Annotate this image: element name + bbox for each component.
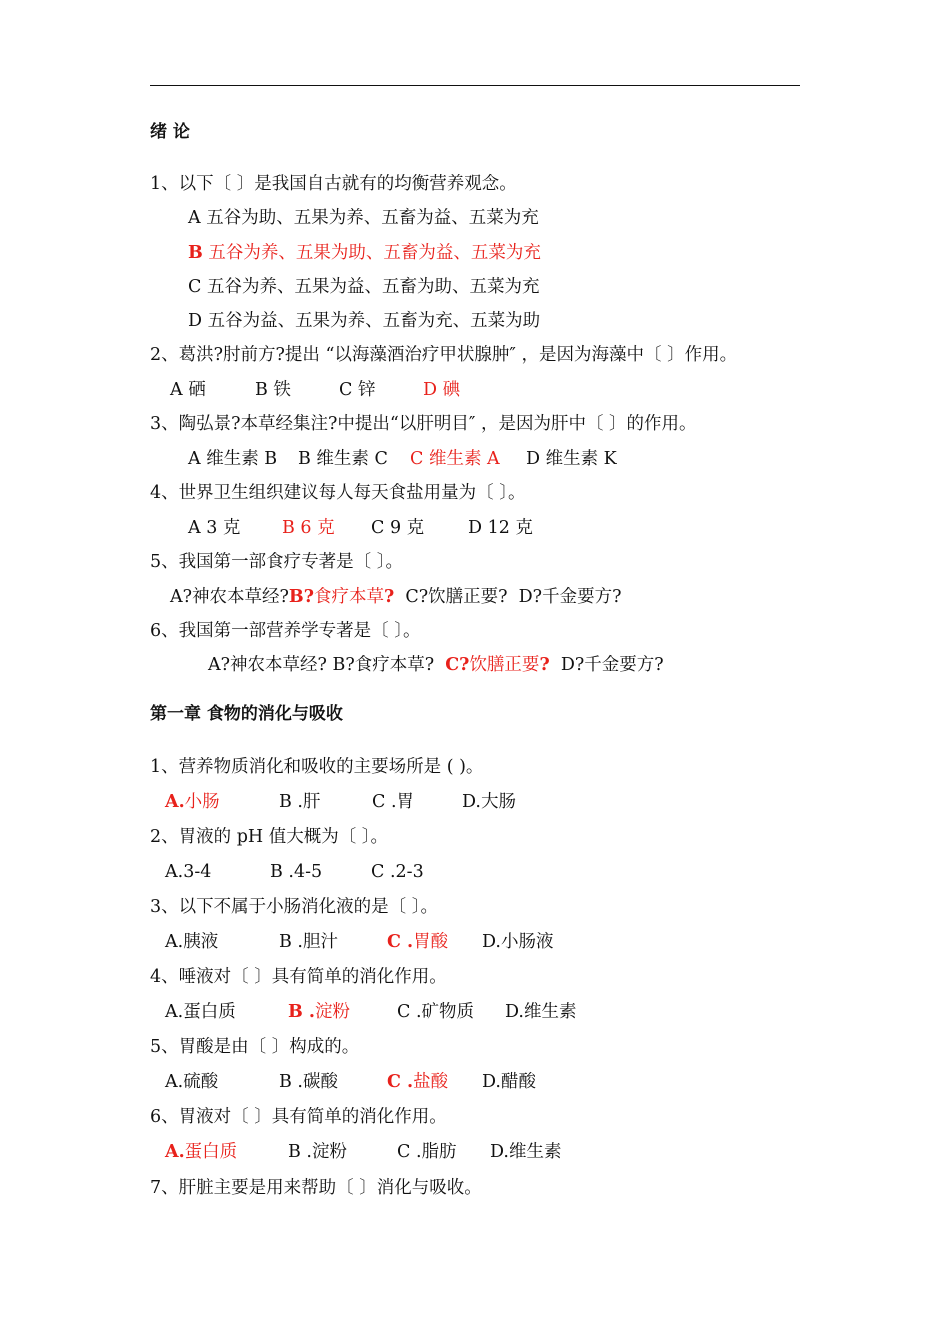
option-a-correct	[165, 791, 220, 813]
option-a: A?神农本草经?	[170, 587, 289, 607]
question-stem: 3、以下不属于小肠消化液的是〔 〕。	[150, 897, 438, 917]
option-text: 胃酸	[413, 932, 449, 952]
option-letter: C .	[387, 1072, 414, 1092]
option-a: A 硒	[170, 380, 206, 400]
option-d: D 12 克	[468, 518, 533, 538]
option-d: D 维生素 K	[526, 449, 617, 469]
option-a: A.硫酸	[165, 1072, 219, 1092]
question-stem: 2、葛洪?肘前方?提出 “以海藻酒治疗甲状腺肿″ ，是因为海藻中〔 〕作用。	[150, 345, 738, 365]
option-letter: B .	[288, 1002, 315, 1022]
option-d: D?千金要方?	[560, 655, 664, 675]
option-text: 食疗本草	[313, 587, 384, 607]
option-c: C .脂肪	[397, 1142, 457, 1162]
question-stem: 5、我国第一部食疗专著是〔 〕。	[150, 552, 403, 572]
option-b: B .肝	[279, 792, 321, 812]
question-stem: 6、我国第一部营养学专著是〔 〕。	[150, 621, 421, 641]
option-a: A 3 克	[188, 518, 241, 538]
question-stem: 5、胃酸是由〔 〕构成的。	[150, 1037, 360, 1057]
options-row	[208, 654, 664, 676]
option-b: B 维生素 C	[298, 449, 388, 469]
option-d-correct: D 碘	[423, 380, 461, 400]
option-letter: A.	[165, 1142, 185, 1162]
question-stem: 7、肝脏主要是用来帮助〔 〕消化与吸收。	[150, 1178, 482, 1198]
option-d: D.维生素	[490, 1142, 562, 1162]
option-c-correct	[445, 655, 549, 675]
section-title-intro: 绪 论	[150, 122, 190, 142]
option-a: A 五谷为助、五果为养、五畜为益、五菜为充	[188, 208, 539, 228]
option-text: 小肠	[184, 792, 220, 812]
option-text: 淀粉	[314, 1002, 350, 1022]
option-letter: B	[188, 243, 203, 263]
option-d: D?千金要方?	[518, 587, 622, 607]
option-a: A 维生素 B	[188, 449, 278, 469]
option-letter: B?	[288, 587, 314, 607]
question-stem: 4、世界卫生组织建议每人每天食盐用量为〔 〕。	[150, 483, 526, 503]
option-d: D.醋酸	[482, 1072, 536, 1092]
question-stem: 1、以下〔 〕是我国自古就有的均衡营养观念。	[150, 174, 517, 194]
option-c: C?饮膳正要?	[405, 587, 508, 607]
option-b-correct	[288, 1001, 350, 1023]
question-stem: 3、陶弘景?本草经集注?中提出“以肝明目″ ，是因为肝中〔 〕的作用。	[150, 414, 697, 434]
option-b: B?食疗本草?	[332, 655, 435, 675]
option-d: D.维生素	[505, 1002, 577, 1022]
option-text: 五谷为养、五果为助、五畜为益、五菜为充	[202, 243, 541, 263]
option-b-correct: B 6 克	[282, 518, 335, 538]
option-text: 盐酸	[413, 1072, 449, 1092]
option-c-correct: C 维生素 A	[410, 449, 500, 469]
options-row	[170, 586, 621, 608]
option-c: C .胃	[372, 792, 415, 812]
option-a: A?神农本草经?	[208, 655, 327, 675]
question-stem: 1、营养物质消化和吸收的主要场所是 ( )。	[150, 757, 484, 777]
section-title-chapter1: 第一章 食物的消化与吸收	[150, 704, 343, 724]
question-stem: 4、唾液对〔 〕具有简单的消化作用。	[150, 967, 447, 987]
option-c-correct	[387, 931, 448, 953]
option-end: ?	[383, 587, 395, 607]
question-stem: 2、胃液的 pH 值大概为〔 〕。	[150, 827, 389, 847]
option-d: D.小肠液	[482, 932, 554, 952]
option-b-correct	[188, 242, 541, 264]
option-b: B .淀粉	[288, 1142, 347, 1162]
option-b: B .4-5	[270, 862, 323, 882]
option-c: C 五谷为养、五果为益、五畜为助、五菜为充	[188, 277, 540, 297]
option-d: D.大肠	[462, 792, 516, 812]
option-end: ?	[539, 655, 550, 675]
option-d: D 五谷为益、五果为养、五畜为充、五菜为助	[188, 311, 541, 331]
option-c: C 锌	[339, 380, 376, 400]
question-stem: 6、胃液对〔 〕具有简单的消化作用。	[150, 1107, 447, 1127]
option-text: 饮膳正要	[469, 655, 540, 675]
option-b: B .碳酸	[279, 1072, 338, 1092]
option-c: C 9 克	[371, 518, 425, 538]
option-c: C .矿物质	[397, 1002, 475, 1022]
option-a-correct	[165, 1141, 237, 1163]
option-a: A.3-4	[165, 862, 212, 882]
option-a: A.胰液	[165, 932, 219, 952]
option-text: 蛋白质	[184, 1142, 238, 1162]
option-b-correct	[289, 587, 394, 607]
option-b: B 铁	[255, 380, 291, 400]
option-c: C .2-3	[371, 862, 424, 882]
option-c-correct	[387, 1071, 448, 1093]
option-letter: C .	[387, 932, 414, 952]
option-b: B .胆汁	[279, 932, 338, 952]
option-letter: A.	[165, 792, 185, 812]
header-rule	[150, 85, 800, 86]
option-a: A.蛋白质	[165, 1002, 236, 1022]
option-letter: C?	[445, 655, 470, 675]
